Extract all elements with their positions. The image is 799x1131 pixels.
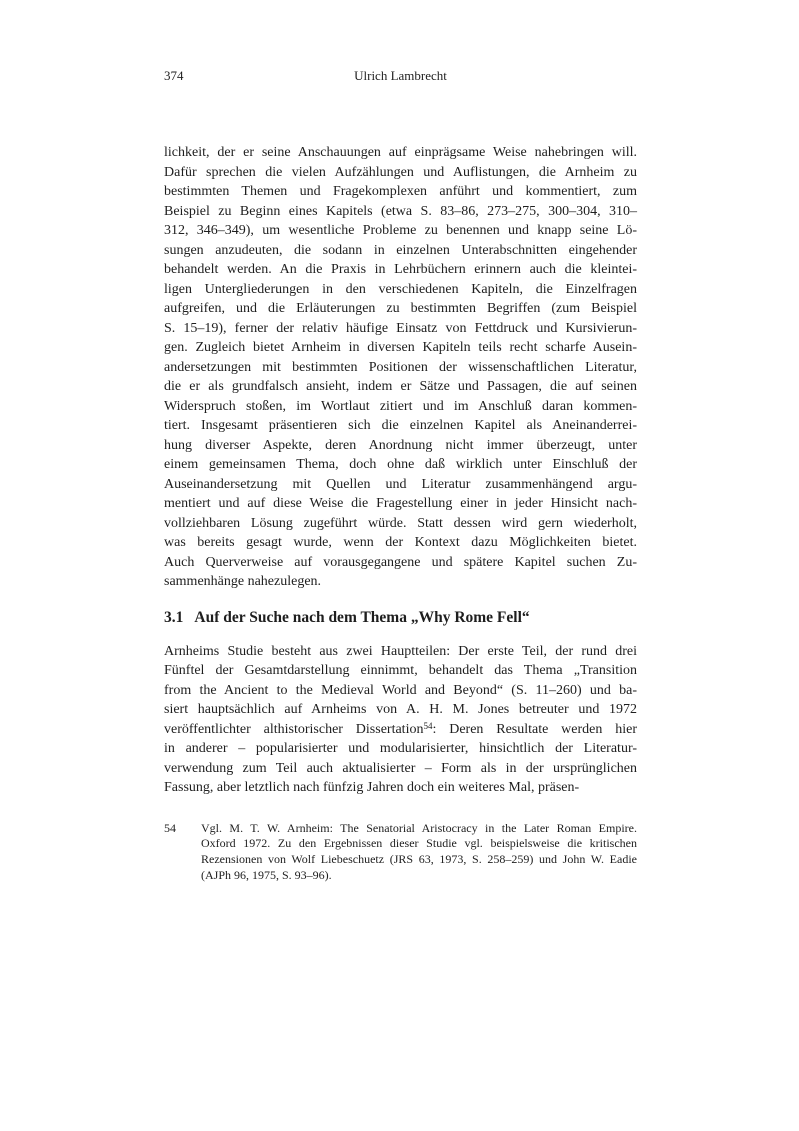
body-paragraph-2 [164,642,637,798]
text-line: 312, 346–349), um wesentliche Probleme zu benennen und knapp seine Lö- [164,223,637,238]
text-line: Fassung, aber letztlich nach fünfzig Jahren doch ein weiteres Mal, präsen- [164,780,580,795]
text-line: Beispiel zu Beginn eines Kapitels (etwa S. 83–86, 273–275, 300–304, 310– [164,203,637,219]
text-line: (AJPh 96, 1975, S. 93–96). [201,867,332,882]
text-line: Vgl. M. T. W. Arnheim: The Senatorial Aristocracy in the Later Roman Empire. [201,820,637,835]
text-line: Rezensionen von Wolf Liebeschuetz (JRS 63, 1973, S. 258–259) und John W. Eadie [201,852,637,867]
text-line: aufgreifen, und die Erläuterungen zu bestimmten Begriffen (zum Beispiel [164,301,637,316]
text-line: behandelt werden. An die Praxis in Lehrbüchern erinnern auch die kleintei- [164,262,637,277]
text-line: was bereits gesagt wurde, wenn der Kontext dazu Möglichkeiten bietet. [164,535,637,550]
section-heading-number: 3.1 [164,608,184,626]
text-line: S. 15–19), ferner der relativ häufige Einsatz von Fettdruck und Kursivierun- [164,320,637,336]
text-line: verwendung zum Teil auch aktualisierter – Form als in der ursprünglichen [164,760,637,776]
running-head-author: Ulrich Lambrecht [354,68,447,83]
running-header [164,66,637,86]
text-line: einem gemeinsamen Thema, doch ohne daß wirklich unter Einschluß der [164,457,637,472]
text-line: gen. Zugleich bietet Arnheim in diversen Kapiteln teils recht scharfe Ausein- [164,340,637,355]
text-line: in anderer – popularisierter und modularisierter, hinsichtlich der Literatur- [164,741,637,756]
text-line: veröffentlichter althistorischer Dissertation$^{54}$: Deren Resultate werden hier [164,720,637,737]
text-line: die er als grundfalsch ansieht, indem er Sätze und Passagen, die auf seinen [164,379,637,394]
text-line: ligen Untergliederungen in den verschiedenen Kapiteln, die Einzelfragen [164,281,637,297]
section-heading [164,608,637,628]
text-line: Oxford 1972. Zu den Ergebnissen dieser Studie vgl. beispielsweise die kritischen [201,836,637,851]
text-line: Widerspruch stoßen, im Wortlaut zitiert und im Anschluß daran kommen- [164,398,637,414]
page-number: 374 [164,68,184,83]
text-line: Auseinandersetzung mit Quellen und Literatur zusammenhängend argu- [164,476,637,492]
body-paragraph-1 [164,143,637,592]
footnote-text [201,821,637,884]
text-line: Arnheims Studie besteht aus zwei Hauptteilen: Der erste Teil, der rund drei [164,643,637,659]
footnote [164,821,637,884]
text-block [164,143,637,884]
text-line: mentiert und auf diese Weise die Fragestellung einer in jeder Hinsicht nach- [164,496,637,511]
section-heading-title: Auf der Suche nach dem Thema „Why Rome Fell“ [194,608,530,626]
text-line: sammenhänge nahezulegen. [164,574,322,589]
text-line: from the Ancient to the Medieval World and Beyond“ (S. 11–260) und ba- [164,682,637,698]
text-line: tiert. Insgesamt präsentieren sich die einzelnen Kapitel als Aneinanderrei- [164,418,637,433]
text-line: Dafür sprechen die vielen Aufzählungen und Auflistungen, die Arnheim zu [164,164,637,180]
text-line: bestimmten Themen und Fragekomplexen anführt und kommentiert, zum [164,184,637,199]
text-line: andersetzungen mit bestimmten Positionen der wissenschaftlichen Literatur, [164,359,637,375]
text-line: hung diverser Aspekte, deren Anordnung nicht immer überzeugt, unter [164,437,637,453]
text-line: siert hauptsächlich auf Arnheims von A. H. M. Jones betreuter und 1972 [164,702,637,717]
text-line: sungen anzudeuten, die sodann in einzelnen Unterabschnitten eingehender [164,242,637,258]
footnote-marker: 54 [164,820,176,835]
text-line: vollziehbaren Lösung zugeführt würde. Statt dessen wird gern wiederholt, [164,515,637,531]
text-line: Fünftel der Gesamtdarstellung einnimmt, behandelt das Thema „Transition [164,663,637,678]
text-line: Auch Querverweise auf vorausgegangene und spätere Kapitel suchen Zu- [164,554,637,570]
text-line: lichkeit, der er seine Anschauungen auf einprägsame Weise nahebringen will. [164,145,637,160]
footnote-reference: 54 [423,720,433,731]
